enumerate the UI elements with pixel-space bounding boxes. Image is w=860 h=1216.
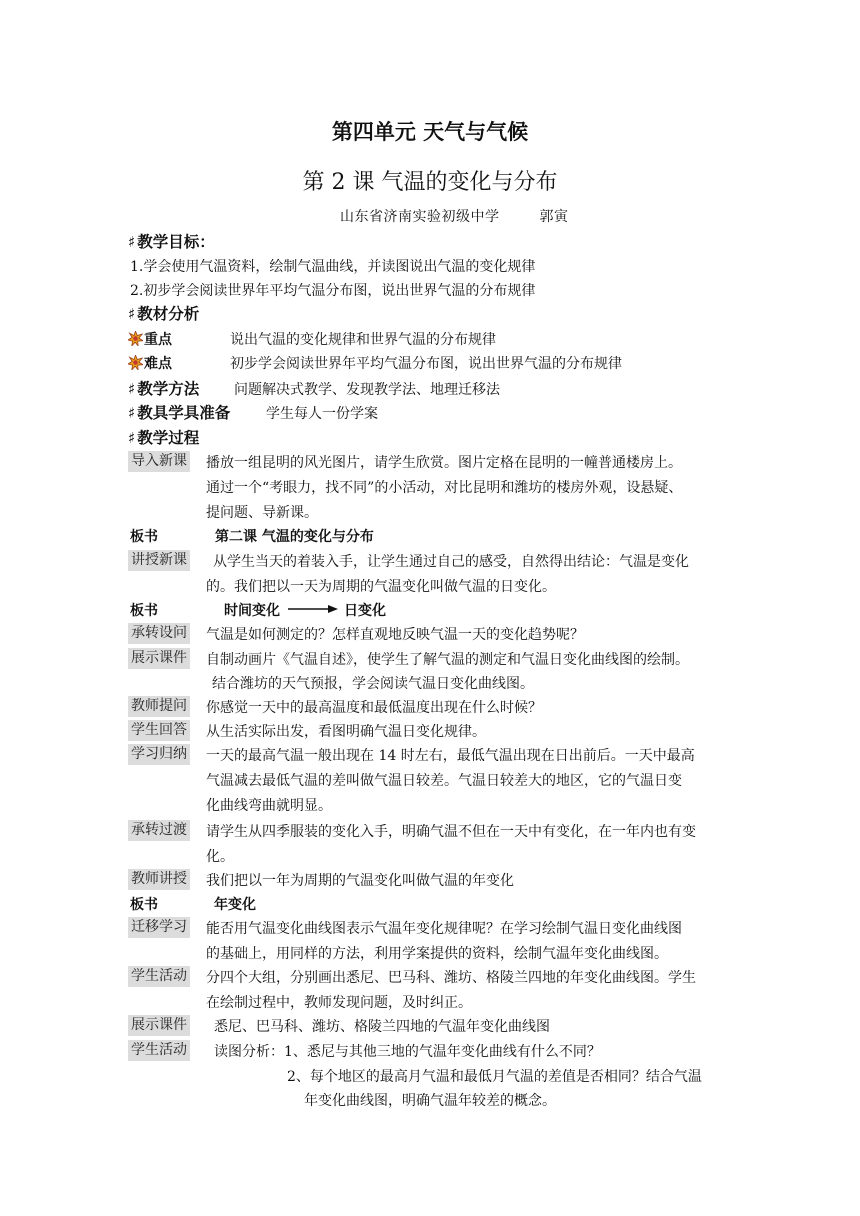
hash-bullet-icon: ♯ xyxy=(128,404,136,422)
key-point-text: 说出气温的变化规律和世界气温的分布规律 xyxy=(230,332,496,348)
show-line: 结合潍坊的天气预报，学会阅读气温日变化曲线图。 xyxy=(212,676,534,692)
tools-text: 学生每人一份学案 xyxy=(266,406,378,422)
difficult-point-label: 难点 xyxy=(144,356,172,372)
ask-text: 你感觉一天中的最高温度和最低温度出现在什么时候？ xyxy=(206,700,542,716)
section-process-heading: 教学过程 xyxy=(137,429,200,447)
section-tools-heading: 教具学具准备 xyxy=(137,404,231,422)
intro-line: 通过一个“考眼力，找不同”的小活动，对比昆明和潍坊的楼房外观，设悬疑、 xyxy=(206,480,683,496)
activity2-line: 2、每个地区的最高月气温和最低月气温的差值是否相同？结合气温 xyxy=(287,1069,702,1085)
difficult-point-text: 初步学会阅读世界年平均气温分布图，说出世界气温的分布规律 xyxy=(230,356,622,372)
teach-text: 我们把以一年为周期的气温变化叫做气温的年变化 xyxy=(206,873,514,889)
board-flow xyxy=(224,600,386,620)
author-school: 山东省济南实验初级中学 xyxy=(340,209,500,225)
hash-bullet-icon: ♯ xyxy=(128,380,136,398)
hash-bullet-icon: ♯ xyxy=(128,233,136,251)
step-label-transition: 承转设问 xyxy=(128,623,190,644)
section-tools xyxy=(128,401,230,423)
activity2-line: 年变化曲线图，明确气温年较差的概念。 xyxy=(304,1093,556,1109)
goal-item: 2.初步学会阅读世界年平均气温分布图，说出世界气温的分布规律 xyxy=(130,283,536,299)
transition2-line: 请学生从四季服装的变化入手，明确气温不但在一天中有变化，在一年内也有变 xyxy=(206,824,696,840)
hash-bullet-icon: ♯ xyxy=(128,429,136,447)
step-label-show: 展示课件 xyxy=(128,648,190,669)
method-text: 问题解决式教学、发现教学法、地理迁移法 xyxy=(234,382,500,398)
starburst-icon xyxy=(128,355,143,370)
transition2-line: 化。 xyxy=(206,849,234,865)
step-label-intro: 导入新课 xyxy=(128,451,190,472)
board-flow-right: 日变化 xyxy=(344,603,386,619)
intro-line: 提问题、导新课。 xyxy=(206,505,318,521)
step-label-transition2: 承转过渡 xyxy=(128,820,190,841)
step-label-transfer: 迁移学习 xyxy=(128,917,190,938)
section-goals-heading: 教学目标： xyxy=(137,233,215,251)
activity-line: 在绘制过程中，教师发现问题，及时纠正。 xyxy=(206,995,472,1011)
step-label-show2: 展示课件 xyxy=(128,1015,190,1036)
transfer-line: 能否用气温变化曲线图表示气温年变化规律呢？在学习绘制气温日变化曲线图 xyxy=(206,921,682,937)
hash-bullet-icon: ♯ xyxy=(128,305,136,323)
summary-line: 化曲线弯曲就明显。 xyxy=(206,798,332,814)
summary-line: 气温减去最低气温的差叫做气温日较差。气温日较差大的地区，它的气温日变 xyxy=(206,773,682,789)
step-label-teach: 教师讲授 xyxy=(128,869,190,890)
answer-text: 从生活实际出发，看图明确气温日变化规律。 xyxy=(206,724,486,740)
show2-text: 悉尼、巴马科、潍坊、格陵兰四地的气温年变化曲线图 xyxy=(214,1019,550,1035)
intro-line: 播放一组昆明的风光图片，请学生欣赏。图片定格在昆明的一幢普通楼房上。 xyxy=(206,455,682,471)
lecture-line: 的。我们把以一天为周期的气温变化叫做气温的日变化。 xyxy=(206,579,556,595)
author-name: 郭寅 xyxy=(539,209,569,225)
transition-text: 气温是如何测定的？怎样直观地反映气温一天的变化趋势呢？ xyxy=(206,627,584,643)
lecture-line: 从学生当天的着装入手，让学生通过自己的感受，自然得出结论：气温是变化 xyxy=(213,554,689,570)
starburst-icon xyxy=(128,331,143,346)
step-label-summary: 学习归纳 xyxy=(128,744,190,765)
step-label-activity2: 学生活动 xyxy=(128,1040,190,1061)
section-process xyxy=(128,426,199,448)
board-label: 板书 xyxy=(130,603,158,619)
step-label-lecture: 讲授新课 xyxy=(128,550,190,571)
activity2-line: 读图分析：1、悉尼与其他三地的气温年变化曲线有什么不同？ xyxy=(214,1044,601,1060)
step-label-activity: 学生活动 xyxy=(128,966,190,987)
board-text: 年变化 xyxy=(214,897,256,913)
step-label-ask: 教师提问 xyxy=(128,696,190,717)
show-line: 自制动画片《气温自述》，使学生了解气温的测定和气温日变化曲线图的绘制。 xyxy=(206,652,689,668)
board-text: 第二课 气温的变化与分布 xyxy=(215,529,374,545)
section-goals xyxy=(128,230,215,252)
summary-line: 一天的最高气温一般出现在 14 时左右，最低气温出现在日出前后。一天中最高 xyxy=(206,748,695,764)
transfer-line: 的基础上，用同样的方法，利用学案提供的资料，绘制气温年变化曲线图。 xyxy=(206,946,668,962)
arrow-right-icon xyxy=(286,604,338,614)
goal-item: 1.学会使用气温资料，绘制气温曲线，并读图说出气温的变化规律 xyxy=(130,259,536,275)
section-method-heading: 教学方法 xyxy=(137,380,200,398)
board-flow-left: 时间变化 xyxy=(224,603,280,619)
board-label: 板书 xyxy=(130,529,158,545)
key-point-label: 重点 xyxy=(144,332,172,348)
unit-title: 第四单元 天气与气候 xyxy=(331,120,529,144)
author-line xyxy=(340,206,569,226)
activity-line: 分四个大组，分别画出悉尼、巴马科、潍坊、格陵兰四地的年变化曲线图。学生 xyxy=(206,970,696,986)
difficult-point-row xyxy=(128,353,172,373)
section-method xyxy=(128,377,199,399)
section-analysis-heading: 教材分析 xyxy=(137,305,200,323)
board-label: 板书 xyxy=(130,897,158,913)
step-label-answer: 学生回答 xyxy=(128,720,190,741)
key-point-row xyxy=(128,329,172,349)
section-analysis xyxy=(128,302,199,324)
lesson-title: 第 2 课 气温的变化与分布 xyxy=(302,170,558,195)
